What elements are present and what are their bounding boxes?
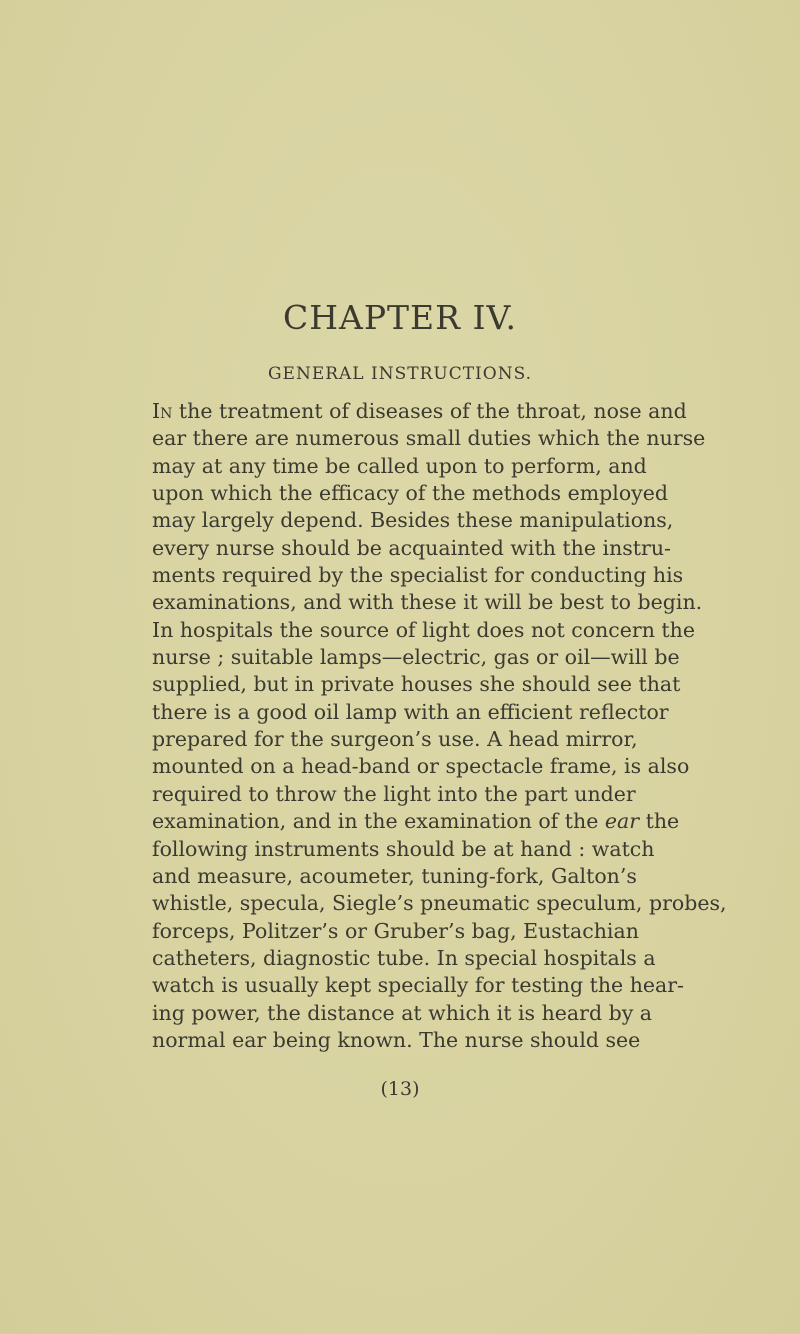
text-segment: the	[645, 809, 680, 834]
page-number: (13)	[380, 1078, 420, 1100]
body-paragraph	[152, 398, 727, 1054]
text-line: forceps, Politzer’s or Gruber’s bag, Eustachian	[152, 918, 639, 943]
text-line: watch is usually kept specially for testing the hear-	[152, 973, 684, 998]
text-line: every nurse should be acquainted with the instru-	[152, 535, 671, 560]
text-line: catheters, diagnostic tube. In special hospitals a	[152, 945, 656, 970]
section-title: GENERAL INSTRUCTIONS.	[267, 364, 533, 384]
text-segment: examination, and in the examination of the	[152, 809, 599, 834]
text-line: required to throw the light into the part under	[152, 781, 636, 806]
drop-word: In	[152, 399, 173, 423]
chapter-title: CHAPTER IV.	[282, 298, 518, 337]
text-line: following instruments should be at hand : watch	[152, 836, 655, 861]
text-line: mounted on a head-band or spectacle frame, is also	[152, 754, 690, 779]
text-line	[152, 808, 680, 835]
text-line: examinations, and with these it will be best to begin.	[152, 590, 703, 615]
text-line: In hospitals the source of light does not concern the	[152, 617, 695, 642]
text-line: ear there are numerous small duties which the nurse	[152, 426, 706, 451]
text-line	[152, 398, 687, 425]
text-line-content: the treatment of diseases of the throat, nose and	[178, 399, 687, 423]
text-line: whistle, specula, Siegle’s pneumatic speculum, probes,	[152, 891, 727, 916]
text-line: may at any time be called upon to perform, and	[152, 453, 647, 478]
text-line: normal ear being known. The nurse should see	[152, 1027, 641, 1052]
text-line: ing power, the distance at which it is heard by a	[152, 1000, 653, 1025]
text-line: upon which the efficacy of the methods employed	[152, 481, 668, 506]
text-line: prepared for the surgeon’s use. A head mirror,	[152, 727, 638, 752]
text-line: nurse ; suitable lamps—electric, gas or oil—will be	[152, 645, 680, 670]
text-line: may largely depend. Besides these manipulations,	[152, 508, 674, 533]
text-line: there is a good oil lamp with an efficient reflector	[152, 699, 669, 724]
text-line: and measure, acoumeter, tuning-fork, Galton’s	[152, 863, 637, 888]
italic-word: ear	[604, 809, 640, 834]
text-line: supplied, but in private houses she should see that	[152, 672, 681, 697]
text-line: ments required by the specialist for conducting his	[152, 563, 684, 588]
